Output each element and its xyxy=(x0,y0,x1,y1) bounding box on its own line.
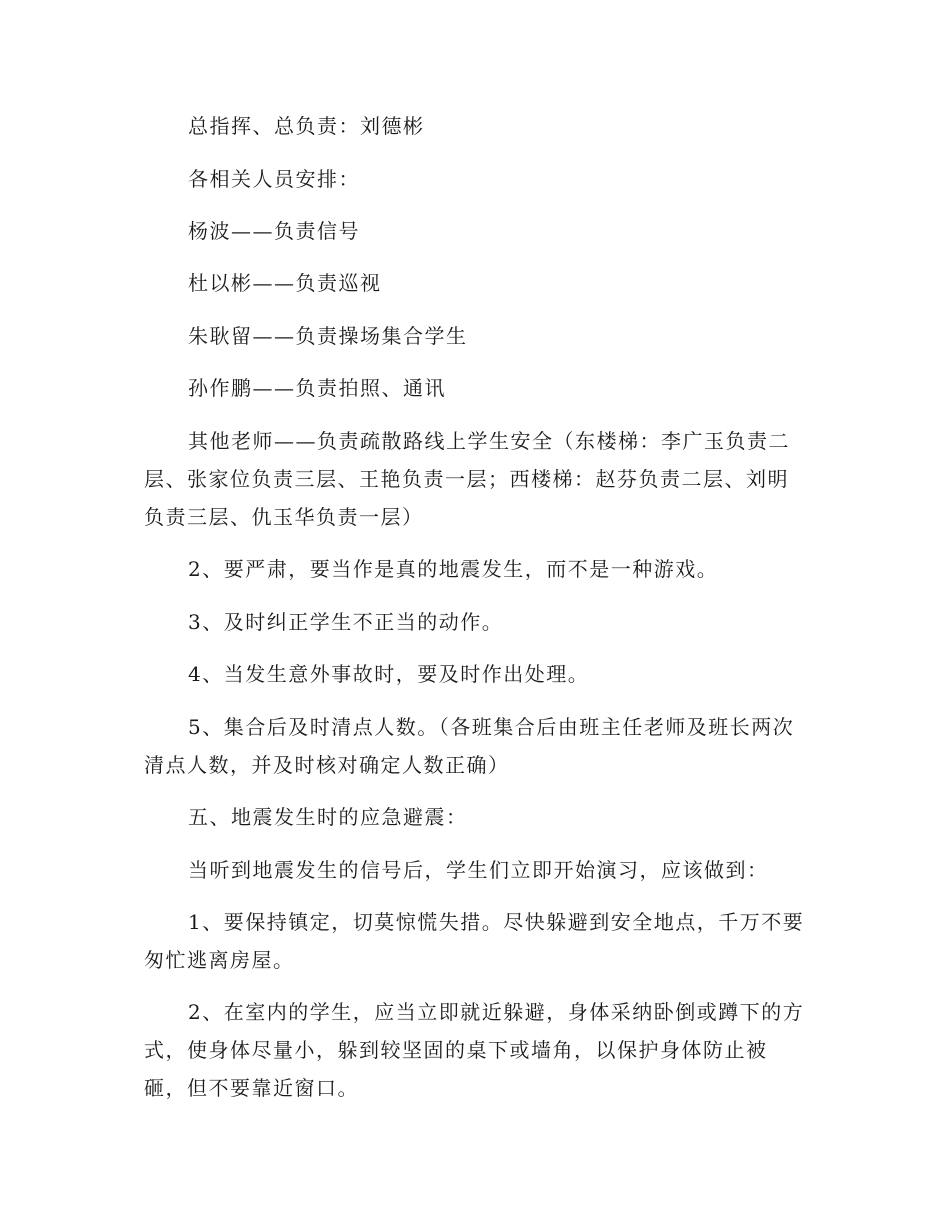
text-line: 匆忙逃离房屋。 xyxy=(144,948,295,972)
paragraph-signal xyxy=(142,212,812,250)
paragraph-item-3 xyxy=(142,603,812,641)
text-line: 负责三层、仇玉华负责一层） xyxy=(144,505,424,529)
text-line: 层、张家位负责三层、王艳负责一层；西楼梯：赵芬负责二层、刘明 xyxy=(144,467,789,491)
text-line: 其他老师——负责疏散路线上学生安全（东楼梯：李广玉负责二 xyxy=(188,429,790,453)
paragraph-item-2 xyxy=(142,550,812,588)
paragraph-other-teachers xyxy=(142,422,812,536)
paragraph-assembly xyxy=(142,317,812,355)
text-line: 2、在室内的学生，应当立即就近躲避，身体采纳卧倒或蹲下的方 xyxy=(188,1000,805,1024)
text-line: 清点人数，并及时核对确定人数正确） xyxy=(144,753,510,777)
text-line: 式，使身体尽量小，躲到较坚固的桌下或墙角，以保护身体防止被 xyxy=(144,1038,768,1062)
text-line: 朱耿留——负责操场集合学生 xyxy=(188,324,468,348)
paragraph-photo xyxy=(142,369,812,407)
paragraph-signal-response xyxy=(142,851,812,889)
text-line: 孙作鹏——负责拍照、通讯 xyxy=(188,376,446,400)
text-line: 杜以彬——负责巡视 xyxy=(188,271,382,295)
paragraph-item-5 xyxy=(142,708,812,784)
paragraph-commander xyxy=(142,107,812,145)
paragraph-item-4 xyxy=(142,655,812,693)
text-line: 2、要严肃，要当作是真的地震发生，而不是一种游戏。 xyxy=(188,557,719,581)
text-line: 各相关人员安排： xyxy=(188,167,360,191)
text-line: 5、集合后及时清点人数。（各班集合后由班主任老师及班长两次 xyxy=(188,715,795,739)
text-line: 杨波——负责信号 xyxy=(188,219,360,243)
text-line: 五、地震发生时的应急避震： xyxy=(188,805,468,829)
paragraph-patrol xyxy=(142,264,812,302)
paragraph-staff-heading xyxy=(142,160,812,198)
text-line: 4、当发生意外事故时，要及时作出处理。 xyxy=(188,662,590,686)
paragraph-step-2 xyxy=(142,993,812,1107)
text-line: 1、要保持镇定，切莫惊慌失措。尽快躲避到安全地点，千万不要 xyxy=(188,910,805,934)
paragraph-step-1 xyxy=(142,903,812,979)
text-line: 砸，但不要靠近窗口。 xyxy=(144,1076,359,1100)
text-line: 总指挥、总负责：刘德彬 xyxy=(188,114,425,138)
section-heading-five xyxy=(142,798,812,836)
text-line: 当听到地震发生的信号后，学生们立即开始演习，应该做到： xyxy=(188,858,769,882)
text-line: 3、及时纠正学生不正当的动作。 xyxy=(188,610,504,634)
